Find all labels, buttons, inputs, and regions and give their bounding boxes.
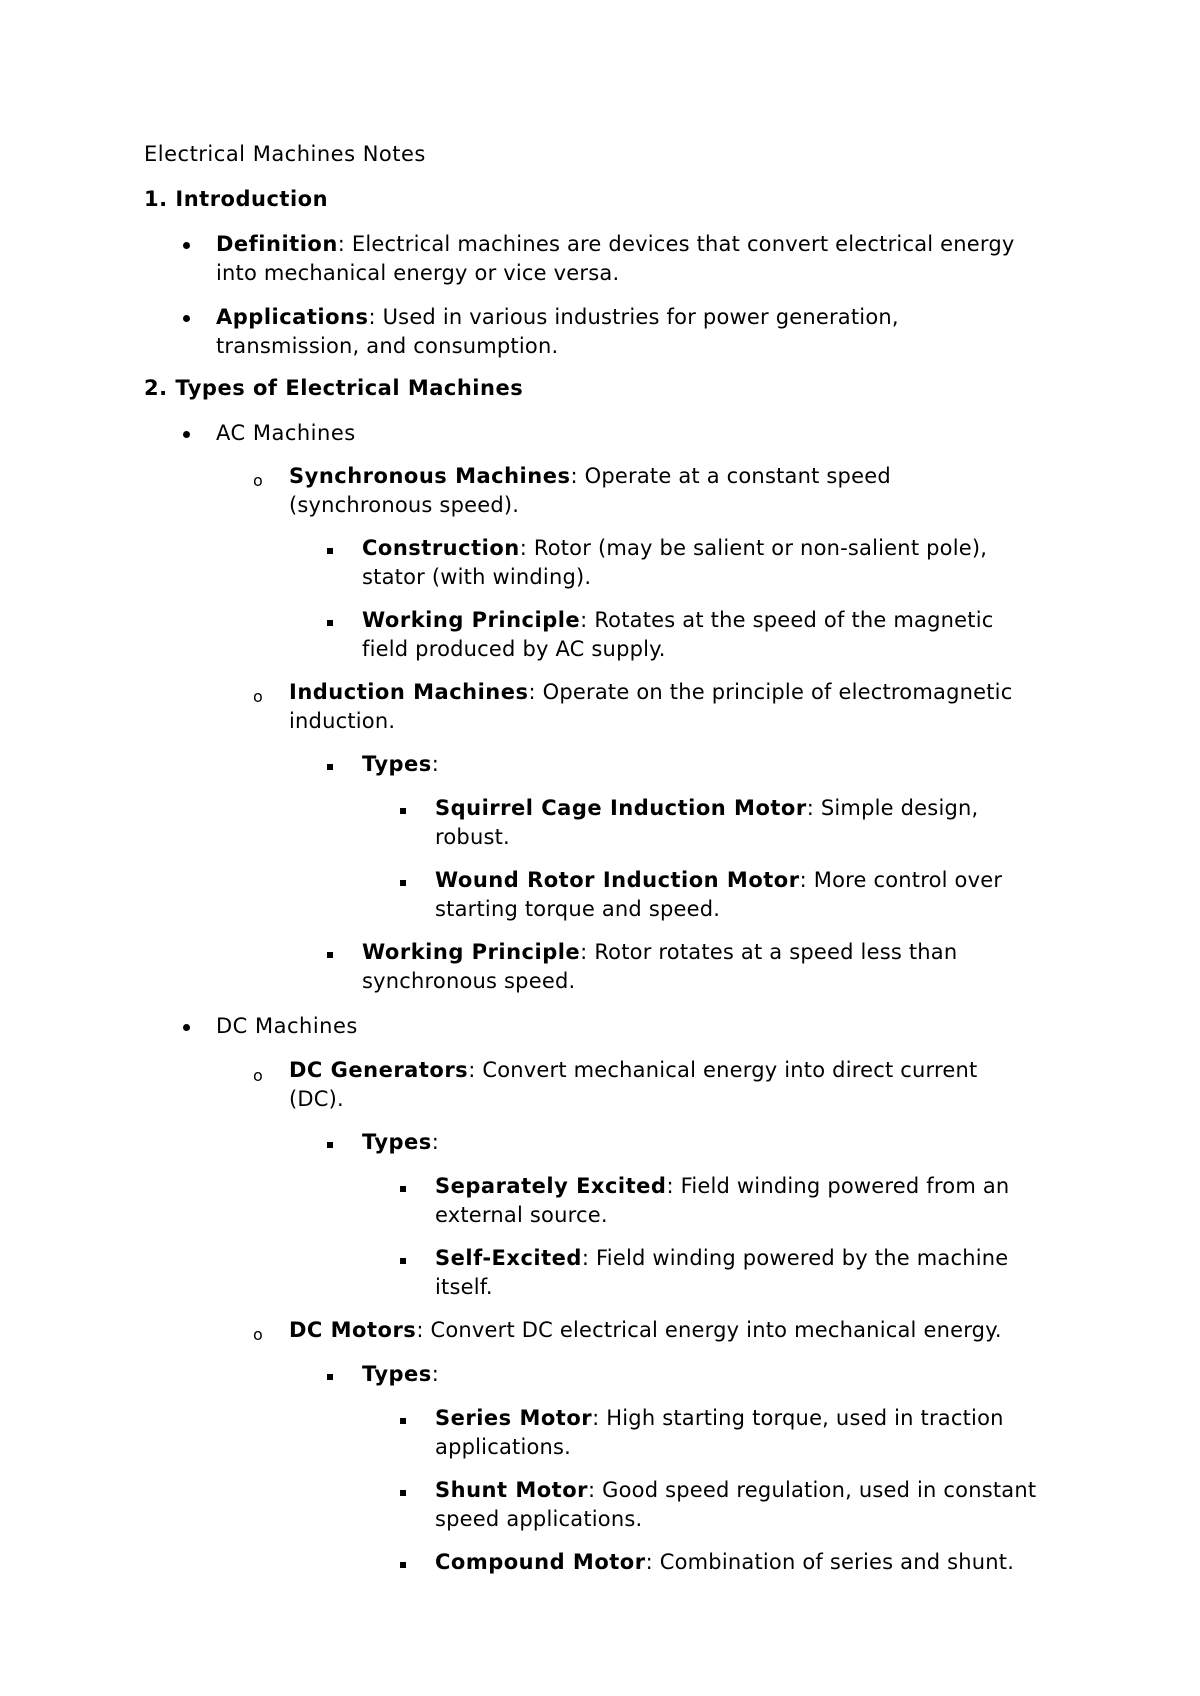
bullet-circle-icon: o [253, 471, 263, 490]
list-item-separately-excited [435, 1172, 1009, 1230]
item-text: : Combination of series and shunt. [645, 1550, 1015, 1574]
list-item-shunt-motor [435, 1476, 1036, 1534]
item-text-cont: external source. [435, 1203, 608, 1227]
item-text: : Simple design, [806, 796, 979, 820]
list-item-dc-motors [289, 1316, 1002, 1345]
item-label: Working Principle [362, 608, 581, 632]
item-label: Types [362, 752, 432, 776]
item-label: AC Machines [216, 421, 356, 445]
item-label: Construction [362, 536, 520, 560]
list-item-wound-rotor [435, 866, 1002, 924]
list-item-self-excited [435, 1244, 1008, 1302]
item-label: Squirrel Cage Induction Motor [435, 796, 807, 820]
item-text: : High starting torque, used in traction [592, 1406, 1004, 1430]
item-label: Series Motor [435, 1406, 593, 1430]
bullet-square-icon [327, 1142, 333, 1148]
list-item-induction-types [362, 750, 439, 779]
item-text-cont: into mechanical energy or vice versa. [216, 261, 620, 285]
bullet-square-icon [400, 1562, 406, 1568]
list-item-working-principle-sync [362, 606, 993, 664]
list-item-squirrel-cage [435, 794, 978, 852]
list-item-construction [362, 534, 987, 592]
item-text: : Used in various industries for power generation, [368, 305, 899, 329]
bullet-dot-icon [183, 242, 190, 249]
item-text: : Convert mechanical energy into direct current [468, 1058, 978, 1082]
item-text: : Rotates at the speed of the magnetic [580, 608, 994, 632]
item-label: Separately Excited [435, 1174, 667, 1198]
item-text: : More control over [799, 868, 1003, 892]
item-text-cont: synchronous speed. [362, 969, 576, 993]
list-item-working-principle-induction [362, 938, 957, 996]
bullet-dot-icon [183, 431, 190, 438]
item-text-cont: speed applications. [435, 1507, 643, 1531]
item-label: Synchronous Machines [289, 464, 571, 488]
bullet-square-icon [400, 1186, 406, 1192]
item-text-cont: (DC). [289, 1087, 344, 1111]
item-text: : Good speed regulation, used in constant [587, 1478, 1037, 1502]
item-label: Definition [216, 232, 338, 256]
list-item-definition [216, 230, 1015, 288]
item-text: : [431, 752, 440, 776]
bullet-circle-icon: o [253, 687, 263, 706]
item-label: Compound Motor [435, 1550, 646, 1574]
item-text: : [431, 1362, 440, 1386]
bullet-circle-icon: o [253, 1325, 263, 1344]
bullet-square-icon [327, 1374, 333, 1380]
list-item-applications [216, 303, 899, 361]
item-text: : Operate on the principle of electromagnetic [528, 680, 1013, 704]
list-item-generator-types [362, 1128, 439, 1157]
list-item-synchronous-machines [289, 462, 891, 520]
item-text: : Rotor rotates at a speed less than [580, 940, 958, 964]
item-label: DC Machines [216, 1014, 358, 1038]
item-text: : Rotor (may be salient or non-salient pole), [519, 536, 988, 560]
item-label: Induction Machines [289, 680, 529, 704]
item-text: : Field winding powered by the machine [581, 1246, 1009, 1270]
item-text-cont: stator (with winding). [362, 565, 592, 589]
item-text: : [431, 1130, 440, 1154]
item-label: Applications [216, 305, 369, 329]
section-heading-types: 2. Types of Electrical Machines [144, 376, 524, 400]
bullet-square-icon [400, 880, 406, 886]
item-label: Types [362, 1362, 432, 1386]
item-text: : Convert DC electrical energy into mechanical energy. [416, 1318, 1002, 1342]
bullet-square-icon [400, 1418, 406, 1424]
bullet-circle-icon: o [253, 1066, 263, 1085]
bullet-dot-icon [183, 315, 190, 322]
section-heading-introduction: 1. Introduction [144, 187, 329, 211]
item-label: DC Generators [289, 1058, 469, 1082]
list-item-motor-types [362, 1360, 439, 1389]
list-item-ac-machines [216, 419, 356, 448]
item-label: DC Motors [289, 1318, 417, 1342]
bullet-square-icon [327, 764, 333, 770]
item-text: : Electrical machines are devices that convert electrical energy [337, 232, 1015, 256]
item-text: : Operate at a constant speed [570, 464, 891, 488]
item-text-cont: starting torque and speed. [435, 897, 721, 921]
item-text-cont: (synchronous speed). [289, 493, 520, 517]
item-text-cont: transmission, and consumption. [216, 334, 559, 358]
item-label: Working Principle [362, 940, 581, 964]
document-title: Electrical Machines Notes [144, 142, 426, 166]
bullet-square-icon [327, 952, 333, 958]
item-text-cont: field produced by AC supply. [362, 637, 666, 661]
list-item-series-motor [435, 1404, 1004, 1462]
item-text-cont: induction. [289, 709, 396, 733]
bullet-square-icon [327, 548, 333, 554]
list-item-induction-machines [289, 678, 1012, 736]
item-text-cont: applications. [435, 1435, 572, 1459]
list-item-dc-machines [216, 1012, 358, 1041]
list-item-dc-generators [289, 1056, 977, 1114]
bullet-square-icon [400, 1490, 406, 1496]
bullet-square-icon [327, 620, 333, 626]
item-text-cont: itself. [435, 1275, 493, 1299]
item-text: : Field winding powered from an [666, 1174, 1010, 1198]
bullet-square-icon [400, 1258, 406, 1264]
item-label: Self-Excited [435, 1246, 582, 1270]
list-item-compound-motor [435, 1548, 1014, 1577]
item-label: Types [362, 1130, 432, 1154]
item-label: Wound Rotor Induction Motor [435, 868, 800, 892]
item-label: Shunt Motor [435, 1478, 588, 1502]
item-text-cont: robust. [435, 825, 510, 849]
bullet-dot-icon [183, 1024, 190, 1031]
bullet-square-icon [400, 808, 406, 814]
